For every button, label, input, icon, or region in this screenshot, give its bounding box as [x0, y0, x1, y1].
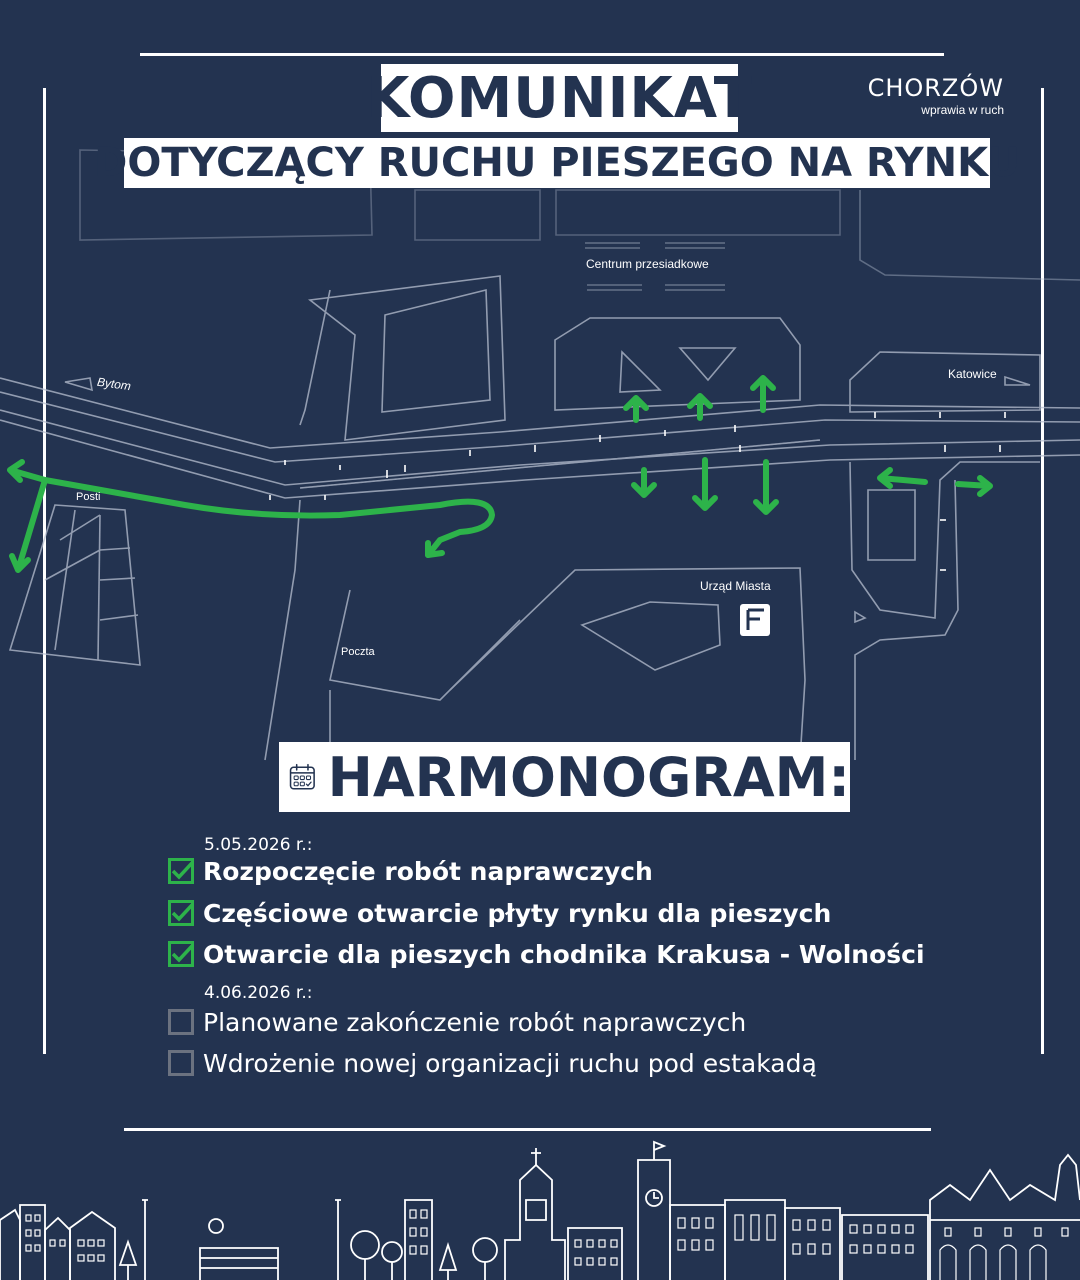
city-hall-emblem-icon: [740, 604, 770, 636]
schedule-item-text: Rozpoczęcie robót naprawczych: [203, 856, 653, 886]
schedule-item-text: Otwarcie dla pieszych chodnika Krakusa - Wolności: [203, 939, 925, 969]
schedule-title: HARMONOGRAM:: [327, 745, 850, 809]
logo-name: CHORZÓW: [867, 74, 1004, 102]
map-label-centrum: Centrum przesiadkowe: [586, 257, 709, 271]
schedule-item-text: Planowane zakończenie robót naprawczych: [203, 1007, 747, 1037]
schedule-item: [168, 855, 653, 887]
map-label-urzad: Urząd Miasta: [700, 579, 771, 593]
unchecked-box-icon: [168, 1050, 194, 1076]
map-label-bytom: Bytom: [96, 374, 132, 394]
map-label-katowice: Katowice: [948, 367, 997, 381]
page-subtitle: DOTYCZĄCY RUCHU PIESZEGO NA RYNKU: [94, 140, 1020, 186]
schedule-item: [168, 1047, 817, 1079]
checked-box-icon: [168, 900, 194, 926]
calendar-check-icon: [289, 750, 316, 804]
schedule-item: [168, 897, 831, 929]
checked-box-icon: [168, 858, 194, 884]
schedule-header: [279, 742, 850, 812]
schedule-item-text: Wdrożenie nowej organizacji ruchu pod estakadą: [203, 1048, 817, 1078]
chorzow-logo: [856, 74, 1004, 117]
schedule-date-2: 4.06.2026 r.:: [204, 983, 313, 1003]
schedule-item: [168, 938, 925, 970]
city-skyline-illustration: [0, 1140, 1080, 1280]
logo-slogan: wprawia w ruch: [921, 103, 1004, 117]
checked-box-icon: [168, 941, 194, 967]
schedule-item-text: Częściowe otwarcie płyty rynku dla pieszych: [203, 898, 832, 928]
schedule-date-1: 5.05.2026 r.:: [204, 835, 313, 855]
schedule-item: [168, 1006, 746, 1038]
page-title: KOMUNIKAT: [366, 65, 753, 131]
map-label-poczta: Poczta: [341, 646, 375, 658]
unchecked-box-icon: [168, 1009, 194, 1035]
map-label-posti: Posti: [76, 491, 101, 503]
